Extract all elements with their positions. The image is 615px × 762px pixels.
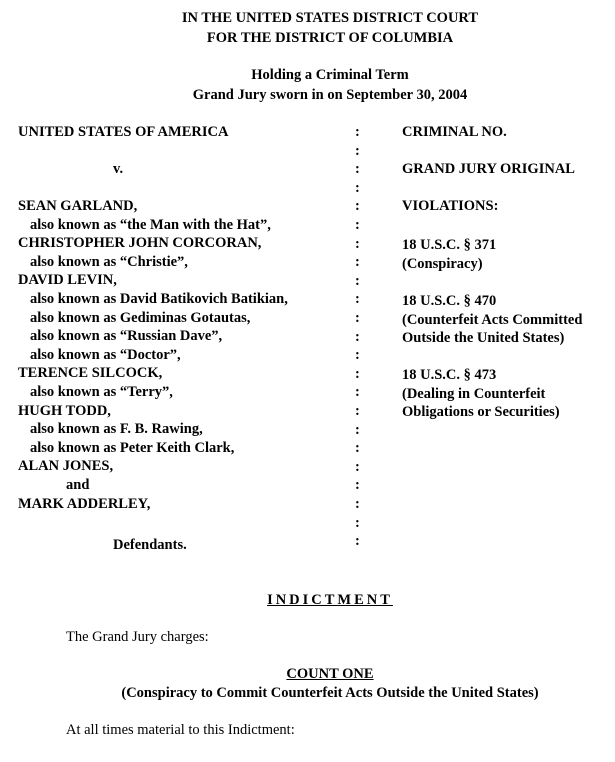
defendant-caption-line: HUGH TODD,	[18, 402, 111, 419]
defendants-label: Defendants.	[113, 537, 187, 553]
grand-jury-charges-text: The Grand Jury charges:	[66, 629, 209, 645]
grand-jury-original-label: GRAND JURY ORIGINAL	[402, 161, 575, 177]
caption-colon: :	[355, 347, 360, 364]
defendant-caption-line: also known as “Russian Dave”,	[30, 328, 223, 345]
defendant-caption-line: also known as Peter Keith Clark,	[30, 439, 235, 456]
violation-3-code: 18 U.S.C. § 473	[402, 367, 497, 383]
defendant-caption-line: MARK ADDERLEY,	[18, 495, 151, 512]
caption-colon: :	[355, 254, 360, 271]
violation-2-code: 18 U.S.C. § 470	[402, 293, 497, 309]
defendant-caption-line: ALAN JONES,	[18, 458, 114, 475]
violation-2-description-line-1: (Counterfeit Acts Committed	[402, 312, 583, 328]
defendant-caption-line: also known as “the Man with the Hat”,	[30, 216, 271, 233]
violation-1-code: 18 U.S.C. § 371	[402, 237, 497, 253]
criminal-no-label: CRIMINAL NO.	[402, 124, 507, 140]
caption-colon: :	[355, 124, 360, 140]
defendant-caption-line: also known as “Terry”,	[30, 384, 173, 400]
violation-3-description-line-1: (Dealing in Counterfeit	[402, 386, 546, 402]
caption-colon: :	[355, 477, 360, 494]
defendant-caption-line: also known as “Christie”,	[30, 253, 188, 270]
court-name-line-2: FOR THE DISTRICT OF COLUMBIA	[206, 30, 454, 46]
defendant-caption-line: and	[66, 477, 90, 493]
defendant-caption-line: SEAN GARLAND,	[18, 198, 138, 214]
caption-colon: :	[355, 458, 360, 475]
count-one-title: COUNT ONE	[286, 666, 374, 682]
term-line-1: Holding a Criminal Term	[251, 67, 409, 83]
caption-colon: :	[355, 161, 360, 178]
violations-label: VIOLATIONS:	[402, 198, 499, 214]
material-times-text: At all times material to this Indictment:	[66, 722, 295, 738]
term-line-2: Grand Jury sworn in on September 30, 2004	[192, 87, 468, 103]
violation-3-description-line-2: Obligations or Securities)	[402, 404, 560, 420]
caption-colon: :	[355, 310, 360, 326]
defendant-caption-line: DAVID LEVIN,	[18, 272, 117, 289]
caption-colon: :	[355, 421, 360, 438]
caption-colon: :	[355, 384, 360, 401]
versus-label: v.	[113, 161, 124, 177]
defendant-caption-line: also known as “Doctor”,	[30, 346, 181, 363]
caption-colon: :	[355, 198, 360, 215]
caption-colon: :	[355, 365, 360, 382]
caption-colon: :	[355, 440, 360, 457]
violation-2-description-line-2: Outside the United States)	[402, 330, 565, 346]
court-name-line-1: IN THE UNITED STATES DISTRICT COURT	[181, 10, 479, 26]
caption-colon: :	[355, 179, 360, 196]
caption-colon: :	[355, 514, 360, 531]
defendant-caption-line: also known as F. B. Rawing,	[30, 421, 203, 438]
caption-colon: :	[355, 533, 360, 550]
defendant-caption-line: also known as Gediminas Gotautas,	[30, 309, 251, 326]
caption-colon: :	[355, 142, 360, 159]
caption-colon: :	[355, 403, 360, 419]
defendant-caption-line: also known as David Batikovich Batikian,	[30, 291, 288, 307]
indictment-title: INDICTMENT	[267, 592, 393, 608]
caption-colon: :	[355, 328, 360, 345]
caption-colon: :	[355, 272, 360, 289]
caption-colon: :	[355, 291, 360, 308]
violation-1-description: (Conspiracy)	[402, 256, 483, 272]
defendant-caption-line: CHRISTOPHER JOHN CORCORAN,	[18, 235, 262, 252]
caption-colon: :	[355, 235, 360, 252]
caption-colon: :	[355, 217, 360, 233]
defendant-caption-line: TERENCE SILCOCK,	[18, 365, 163, 382]
plaintiff-name: UNITED STATES OF AMERICA	[18, 124, 229, 140]
count-one-subtitle: (Conspiracy to Commit Counterfeit Acts Outside the United States)	[121, 685, 539, 701]
caption-colon: :	[355, 496, 360, 512]
